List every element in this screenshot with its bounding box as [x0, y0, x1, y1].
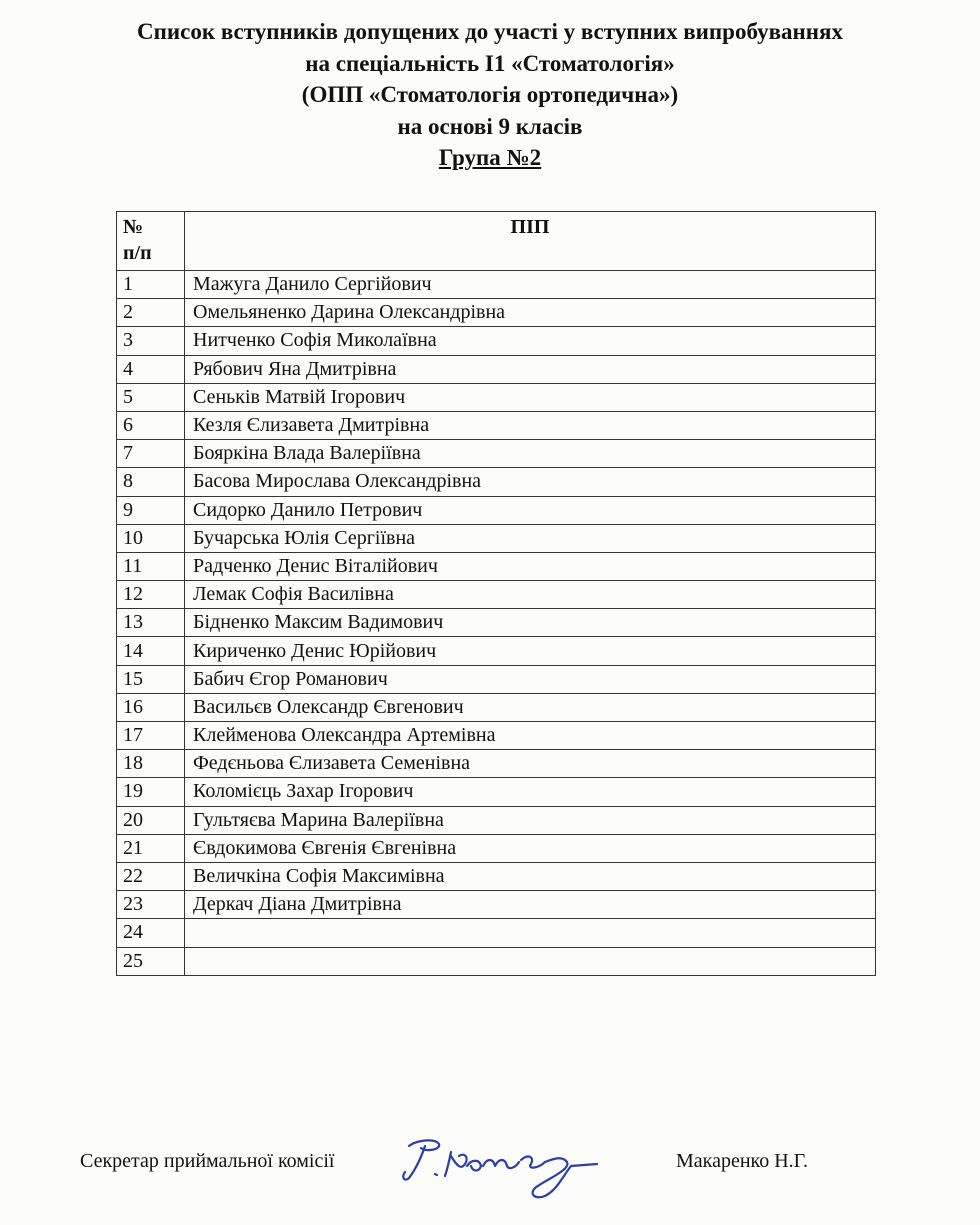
applicant-name: Гультяєва Марина Валеріївна	[185, 806, 876, 834]
applicant-name: Рябович Яна Дмитрівна	[185, 355, 876, 383]
applicant-name: Басова Мирослава Олександрівна	[185, 468, 876, 496]
row-number: 19	[117, 778, 185, 806]
applicant-name: Бідненко Максим Вадимович	[185, 609, 876, 637]
row-number: 22	[117, 862, 185, 890]
group-title: Група №2	[438, 145, 542, 170]
table-row	[117, 271, 876, 299]
row-number: 5	[117, 383, 185, 411]
row-number: 2	[117, 299, 185, 327]
row-number: 7	[117, 440, 185, 468]
table-row	[117, 496, 876, 524]
table-row	[117, 806, 876, 834]
applicant-name: Васильєв Олександр Євгенович	[185, 693, 876, 721]
handwritten-signature	[395, 1136, 605, 1206]
heading-line-2: на спеціальність I1 «Стоматологія»	[305, 50, 675, 76]
row-number: 23	[117, 891, 185, 919]
row-number: 17	[117, 722, 185, 750]
row-number: 21	[117, 834, 185, 862]
table-row	[117, 327, 876, 355]
applicant-name: Бояркіна Влада Валеріївна	[185, 440, 876, 468]
applicant-name: Величкіна Софія Максимівна	[185, 862, 876, 890]
row-number: 1	[117, 271, 185, 299]
table-row	[117, 552, 876, 580]
row-number: 11	[117, 552, 185, 580]
row-number: 14	[117, 637, 185, 665]
heading-line-1: Список вступників допущених до участі у вступних випробуваннях	[137, 19, 843, 44]
applicant-name: Нитченко Софія Миколаївна	[185, 327, 876, 355]
row-number: 20	[117, 806, 185, 834]
applicant-name: Кириченко Денис Юрійович	[185, 637, 876, 665]
table-row	[117, 834, 876, 862]
applicant-name: Сидорко Данило Петрович	[185, 496, 876, 524]
table-header-row	[117, 212, 876, 271]
table-body	[117, 271, 876, 976]
table-row	[117, 722, 876, 750]
column-header-name: ПІП	[185, 212, 876, 271]
table-row	[117, 355, 876, 383]
applicant-name: Федєньова Єлизавета Семенівна	[185, 750, 876, 778]
row-number: 25	[117, 947, 185, 975]
table-row	[117, 778, 876, 806]
row-number: 12	[117, 581, 185, 609]
applicants-table	[116, 211, 876, 976]
applicant-name: Деркач Діана Дмитрівна	[185, 891, 876, 919]
table-row	[117, 947, 876, 975]
table-row	[117, 665, 876, 693]
heading-line-3: (ОПП «Стоматологія ортопедична»)	[301, 82, 679, 107]
table-row	[117, 637, 876, 665]
applicant-name	[185, 919, 876, 947]
applicant-name: Мажуга Данило Сергійович	[185, 271, 876, 299]
applicant-name	[185, 947, 876, 975]
table-row	[117, 862, 876, 890]
applicant-name: Коломієць Захар Ігорович	[185, 778, 876, 806]
applicant-name: Лемак Софія Василівна	[185, 581, 876, 609]
table-row	[117, 383, 876, 411]
row-number: 18	[117, 750, 185, 778]
table-row	[117, 440, 876, 468]
row-number: 24	[117, 919, 185, 947]
row-number: 6	[117, 411, 185, 439]
table-row	[117, 609, 876, 637]
row-number: 8	[117, 468, 185, 496]
table-row	[117, 411, 876, 439]
row-number: 13	[117, 609, 185, 637]
applicant-name: Бучарська Юлія Сергіївна	[185, 524, 876, 552]
applicant-name: Омельяненко Дарина Олександрівна	[185, 299, 876, 327]
table-row	[117, 919, 876, 947]
table-row	[117, 693, 876, 721]
heading-line-4: на основі 9 класів	[397, 113, 583, 139]
table-row	[117, 581, 876, 609]
table-row	[117, 468, 876, 496]
table-row	[117, 524, 876, 552]
applicant-name: Бабич Єгор Романович	[185, 665, 876, 693]
applicant-name: Клейменова Олександра Артемівна	[185, 722, 876, 750]
applicant-name: Сеньків Матвій Ігорович	[185, 383, 876, 411]
secretary-role: Секретар приймальної комісії	[80, 1150, 335, 1172]
secretary-name: Макаренко Н.Г.	[676, 1150, 808, 1172]
applicant-name: Кезля Єлизавета Дмитрівна	[185, 411, 876, 439]
row-number: 9	[117, 496, 185, 524]
row-number: 16	[117, 693, 185, 721]
row-number: 3	[117, 327, 185, 355]
table-row	[117, 299, 876, 327]
row-number: 15	[117, 665, 185, 693]
document-heading	[0, 16, 980, 174]
applicant-name: Радченко Денис Віталійович	[185, 552, 876, 580]
row-number: 10	[117, 524, 185, 552]
row-number: 4	[117, 355, 185, 383]
table-row	[117, 750, 876, 778]
column-header-number: № п/п	[117, 212, 185, 271]
applicant-name: Євдокимова Євгенія Євгенівна	[185, 834, 876, 862]
table-row	[117, 891, 876, 919]
